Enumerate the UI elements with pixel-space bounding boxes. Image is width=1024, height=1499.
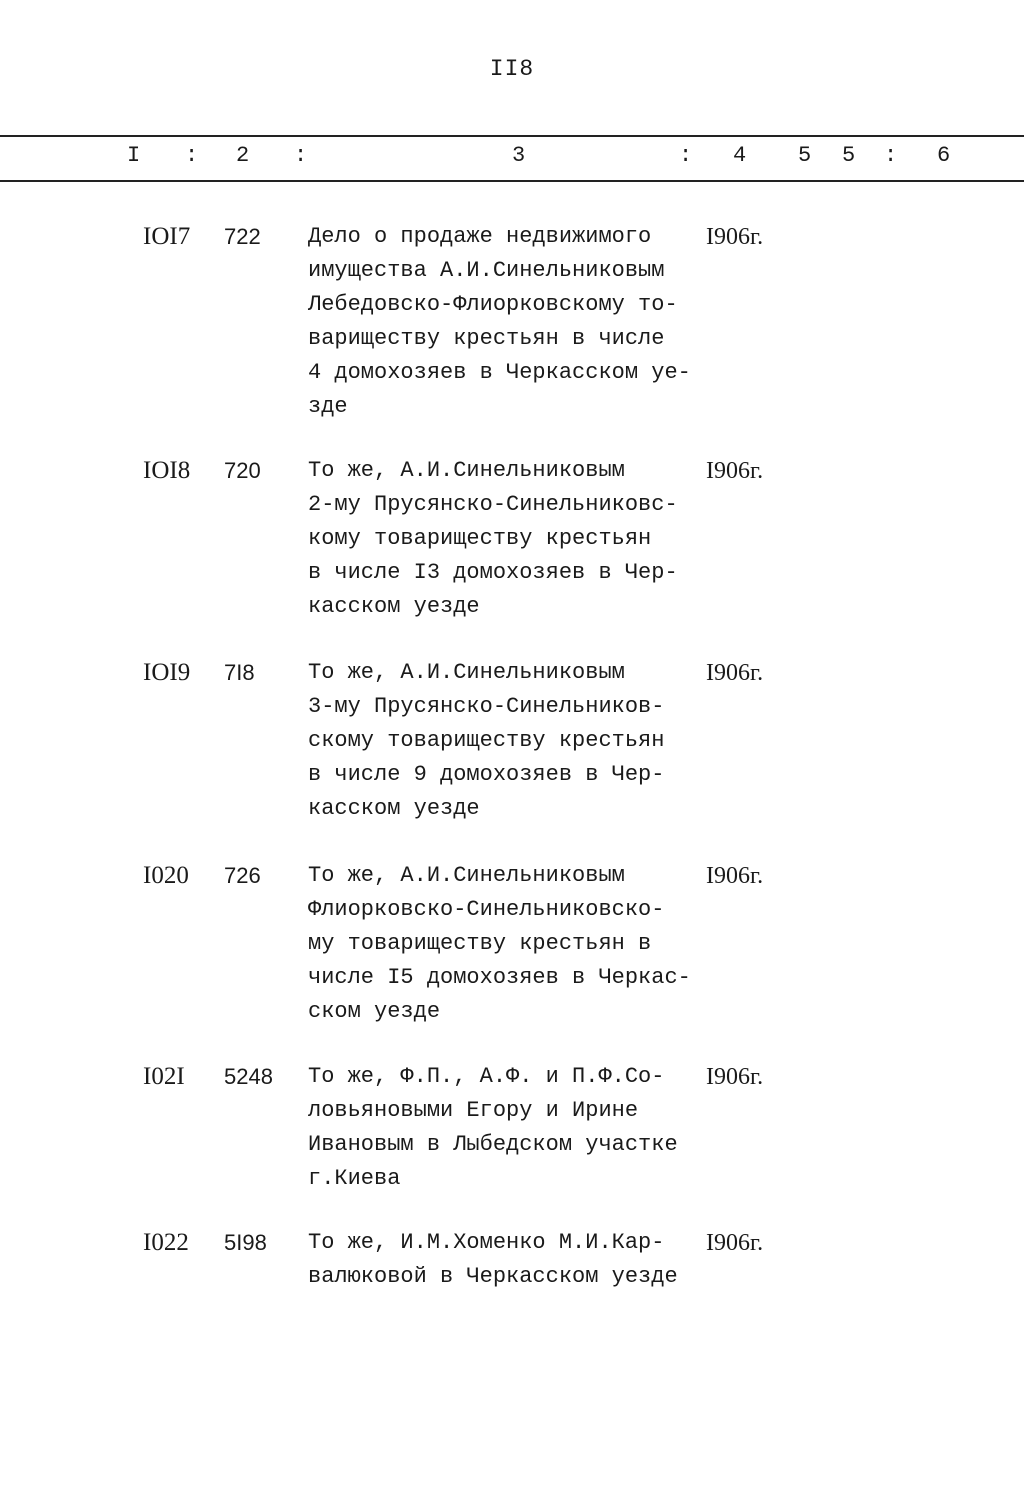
column-header-6: 6 bbox=[937, 143, 951, 168]
entry-number: I02I bbox=[143, 1063, 185, 1090]
description-line: 3-му Прусянско-Синельников- bbox=[308, 694, 665, 719]
column-header-3: 3 bbox=[512, 143, 526, 168]
entry-year: I906г. bbox=[706, 1230, 764, 1256]
description-line: му товариществу крестьян в bbox=[308, 931, 652, 956]
description-line: 2-му Прусянско-Синельниковс- bbox=[308, 492, 678, 517]
column-header-2: 2 bbox=[236, 143, 250, 168]
entry-description bbox=[308, 1060, 708, 1196]
description-line: скому товариществу крестьян bbox=[308, 728, 665, 753]
description-line: Дело о продаже недвижимого bbox=[308, 224, 652, 249]
description-line: числе I5 домохозяев в Черкас- bbox=[308, 965, 691, 990]
description-line: г.Киева bbox=[308, 1166, 401, 1191]
entry-code: 726 bbox=[224, 863, 261, 888]
entry-description bbox=[308, 454, 708, 624]
column-header-1: I bbox=[127, 143, 141, 168]
description-line: в числе I3 домохозяев в Чер- bbox=[308, 560, 678, 585]
page-number: II8 bbox=[489, 56, 535, 82]
entry-year: I906г. bbox=[706, 660, 764, 686]
entry-code: 720 bbox=[224, 458, 261, 483]
column-separator: : bbox=[185, 143, 199, 168]
description-line: 4 домохозяев в Черкасском уе- bbox=[308, 360, 691, 385]
description-line: вариществу крестьян в числе bbox=[308, 326, 665, 351]
description-line: кому товариществу крестьян bbox=[308, 526, 652, 551]
description-line: То же, И.М.Хоменко М.И.Кар- bbox=[308, 1230, 665, 1255]
description-line: То же, А.И.Синельниковым bbox=[308, 458, 625, 483]
column-separator: : bbox=[884, 143, 898, 168]
entry-number: IOI9 bbox=[143, 659, 191, 686]
description-line: То же, А.И.Синельниковым bbox=[308, 863, 625, 888]
column-separator: : bbox=[294, 143, 308, 168]
entry-code: 5I98 bbox=[224, 1230, 267, 1255]
description-line: валюковой в Черкасском уезде bbox=[308, 1264, 678, 1289]
description-line: То же, Ф.П., А.Ф. и П.Ф.Со- bbox=[308, 1064, 665, 1089]
entry-description bbox=[308, 859, 708, 1029]
description-line: Лебедовско-Флиорковскому то- bbox=[308, 292, 678, 317]
entry-number: IOI7 bbox=[143, 223, 191, 250]
entry-description bbox=[308, 220, 708, 424]
column-separator: : bbox=[679, 143, 693, 168]
entry-code: 5248 bbox=[224, 1064, 273, 1089]
entry-number: I022 bbox=[143, 1229, 189, 1256]
entry-code: 7I8 bbox=[224, 660, 255, 685]
description-line: Флиорковско-Синельниковско- bbox=[308, 897, 665, 922]
description-line: зде bbox=[308, 394, 348, 419]
entry-description bbox=[308, 1226, 708, 1294]
entry-number: I020 bbox=[143, 862, 189, 889]
column-header-5-overstrike: 5 bbox=[798, 143, 812, 168]
description-line: касском уезде bbox=[308, 594, 480, 619]
description-line: ском уезде bbox=[308, 999, 441, 1024]
table-header-bottom-rule bbox=[0, 180, 1024, 182]
description-line: имущества А.И.Синельниковым bbox=[308, 258, 665, 283]
entry-number: IOI8 bbox=[143, 457, 191, 484]
entry-year: I906г. bbox=[706, 458, 764, 484]
description-line: ловьяновыми Егору и Ирине bbox=[308, 1098, 639, 1123]
entry-year: I906г. bbox=[706, 224, 764, 250]
description-line: То же, А.И.Синельниковым bbox=[308, 660, 625, 685]
entry-description bbox=[308, 656, 708, 826]
column-header-4: 4 bbox=[733, 143, 747, 168]
description-line: в числе 9 домохозяев в Чер- bbox=[308, 762, 665, 787]
entry-code: 722 bbox=[224, 224, 261, 249]
entry-year: I906г. bbox=[706, 1064, 764, 1090]
description-line: касском уезде bbox=[308, 796, 480, 821]
entry-year: I906г. bbox=[706, 863, 764, 889]
description-line: Ивановым в Лыбедском участке bbox=[308, 1132, 678, 1157]
table-top-rule bbox=[0, 135, 1024, 137]
column-header-5: 5 bbox=[842, 143, 856, 168]
